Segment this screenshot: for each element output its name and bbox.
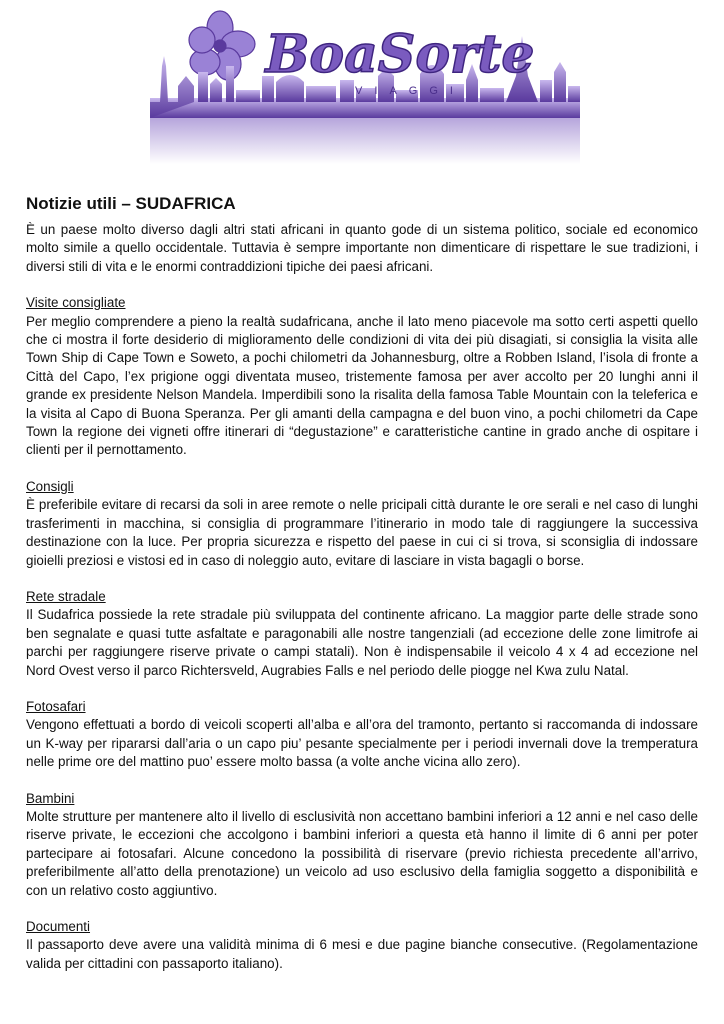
section-visite-consigliate bbox=[26, 294, 698, 460]
section-body: Il passaporto deve avere una validità minima di 6 mesi e due pagine bianche consecutive. (Regolamentazione valida per cittadini con passaporto italiano). bbox=[26, 937, 698, 971]
section-documenti bbox=[26, 918, 698, 973]
section-heading: Fotosafari bbox=[26, 698, 86, 714]
section-heading: Documenti bbox=[26, 919, 91, 934]
section-heading: Visite consigliate bbox=[26, 295, 126, 311]
section-rete-stradale bbox=[26, 588, 698, 680]
document-content bbox=[26, 193, 698, 973]
section-body: Per meglio comprendere a pieno la realtà sudafricana, anche il lato meno piacevole ma sotto certi aspetti quello che ci mostra il forte desiderio di miglioramento delle condizioni di vita dei più disagiati, si consiglia la visita alle Town Ship di Cape Town e Soweto, a pochi chilometri da Johannesburg, oltre a Robben Island, l’isola di fronte a Città del Capo, l’ex prigione oggi diventata museo, tristemente famosa per aver accolto per 20 lunghi anni il grande ex presidente Nelson Mandela. Imperdibili sono la risalita della famosa Table Mountain con la teleferica e la visita al Capo di Buona Speranza. Per gli amanti della campagna e del buon vino, a pochi chilometri da Cape Town la regione dei vigneti offre itinerari di “degustazione” e caratteristiche cantine in grado anche di ospitare i clienti per il pernottamento. bbox=[26, 313, 698, 458]
section-fotosafari bbox=[26, 698, 698, 772]
page-title: Notizie utili – SUDAFRICA bbox=[26, 194, 236, 213]
section-body: Il Sudafrica possiede la rete stradale più sviluppata del continente africano. La maggior parte delle strade sono ben segnalate e quasi tutte asfaltate e paragonabili alle nostre tangenziali (ad eccezione delle zone limitrofe ai parchi per raggiungere riserve private o campi statali). Non è indispensabile il veicolo 4 x 4 ad eccezione nel Nord Ovest verso il parco Richtersveld, Augrabies Falls e nel periodo delle piogge nel Kwa zulu Natal. bbox=[26, 607, 698, 678]
boasorte-logo bbox=[150, 6, 580, 166]
section-body: Molte strutture per mantenere alto il livello di esclusività non accettano bambini inferiori a 12 anni e nel caso delle riserve private, le eccezioni che accolgono i bambini inferiori a questa età hanno il limite di 6 anni per poter partecipare ai fotosafari. Alcune concedono la possibilità di riservare (previo richiesta precedente all’arrivo, preferibilmente all’atto della prenotazione) un veicolo ad uso esclusivo della famiglia soggetto a disponibilità e con un relativo costo aggiuntivo. bbox=[26, 808, 698, 898]
flower-icon bbox=[189, 11, 255, 80]
section-body: È preferibile evitare di recarsi da soli in aree remote o nelle pricipali città durante le ore serali e nel caso di lunghi trasferimenti in macchina, si consiglia di programmare l’itinerario in modo tale di raggiungere la successiva destinazione con la luce. Per propria sicurezza e rispetto del paese in cui ci si trova, si sconsiglia di indossare gioielli preziosi e vistosi ed in caso di noleggio auto, evitare di lasciare in vista bagagli o borse. bbox=[26, 497, 698, 568]
intro-paragraph: È un paese molto diverso dagli altri stati africani in quanto gode di un sistema politico, sociale ed economico molto simile a quello occidentale. Tuttavia è sempre importante non dimenticare di rispettare le sue tradizioni, i diversi stili di vita e le enormi contraddizioni tipiche dei paesi africani. bbox=[26, 222, 698, 274]
section-heading: Bambini bbox=[26, 790, 75, 806]
brand-text: BoaSorte bbox=[265, 24, 535, 85]
section-body: Vengono effettuati a bordo di veicoli scoperti all’alba e all’ora del tramonto, pertanto si raccomanda di indossare un K-way per ripararsi dall’aria o un capo piu’ pesante specialmente per i periodi invernali dove la tremperatura nelle prime ore del mattino puo’ essere molto bassa (a volte anche vicina allo zero). bbox=[26, 717, 698, 770]
section-consigli bbox=[26, 478, 698, 570]
brand-subtext: VIAGGI bbox=[355, 85, 465, 97]
section-heading: Consigli bbox=[26, 478, 74, 494]
section-bambini bbox=[26, 790, 698, 900]
section-heading: Rete stradale bbox=[26, 588, 106, 604]
